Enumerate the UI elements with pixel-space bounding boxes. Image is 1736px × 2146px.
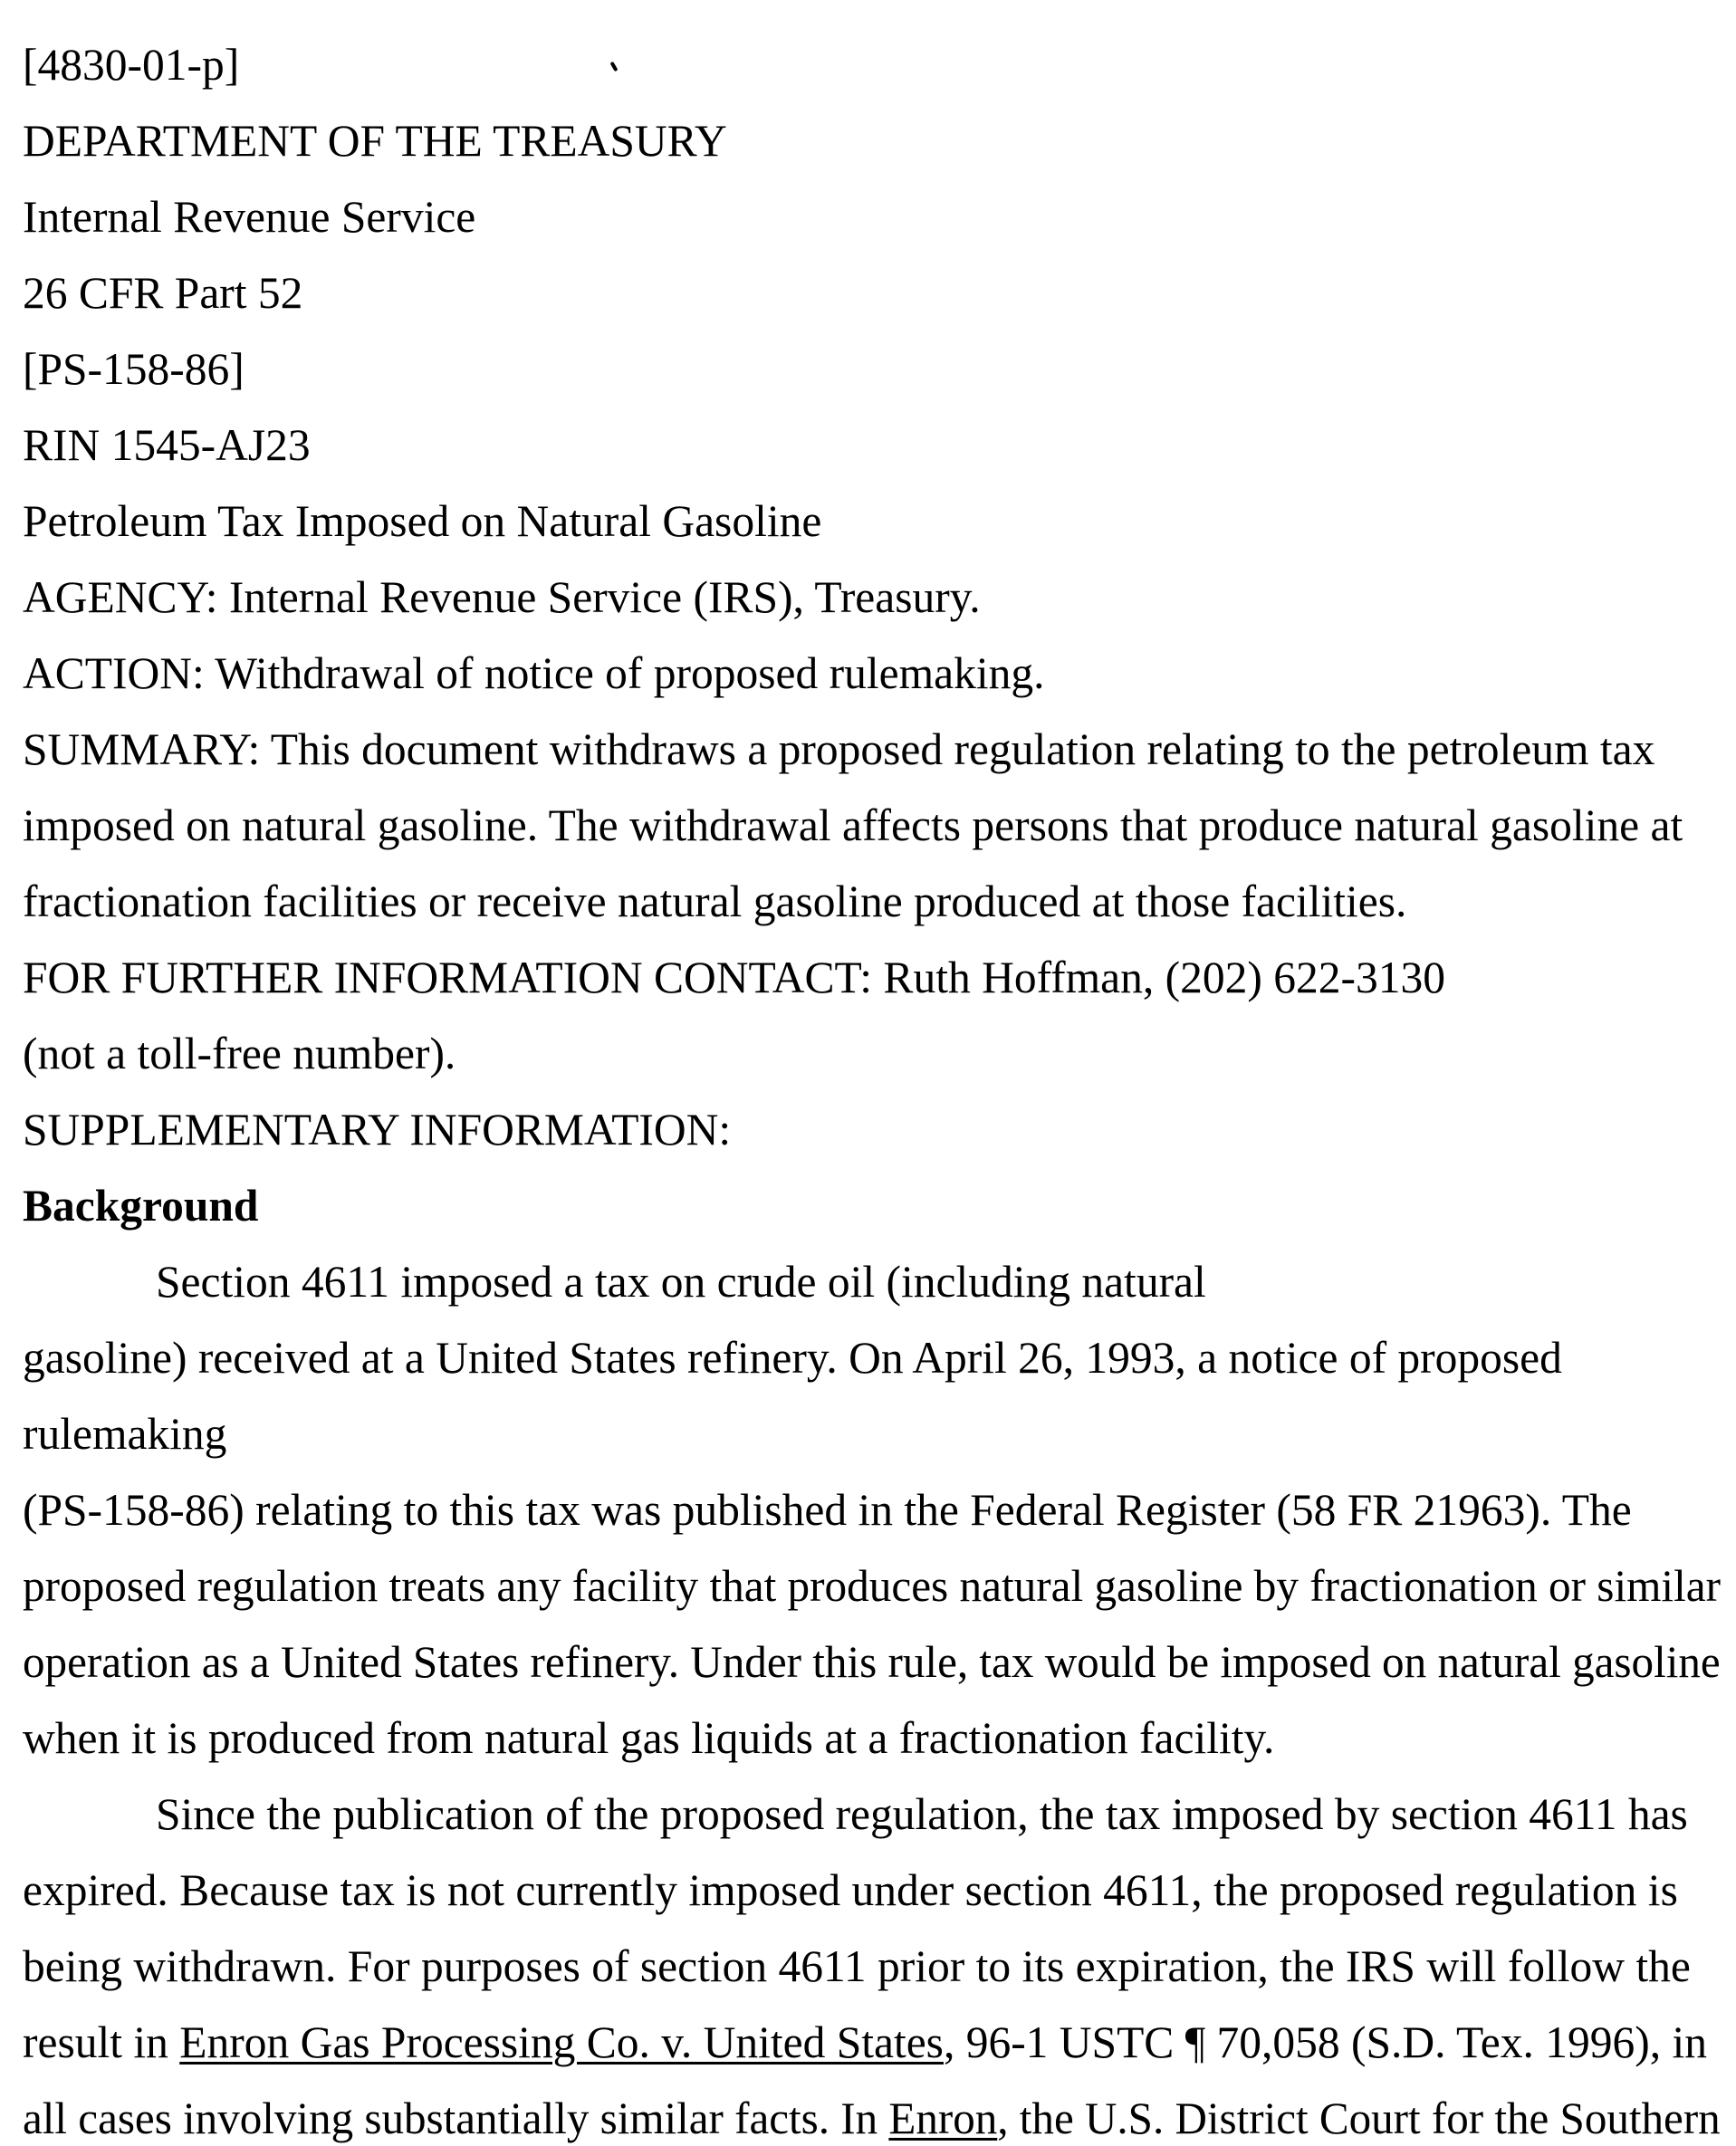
document-title: Petroleum Tax Imposed on Natural Gasoline: [23, 496, 822, 546]
background-heading: Background: [23, 1181, 259, 1231]
agency-field: AGENCY: Internal Revenue Service (IRS), Treasury.: [23, 572, 981, 622]
case-name: Enron Gas Processing Co. v. United States: [179, 2017, 944, 2067]
department-name: DEPARTMENT OF THE TREASURY: [23, 116, 727, 166]
paragraph-line: (PS-158-86) relating to this tax was published in the Federal Register (58 FR 21963). The: [23, 1485, 1632, 1535]
rin-number: RIN 1545-AJ23: [23, 420, 311, 470]
paragraph-line: proposed regulation treats any facility that produces natural gasoline by fractionation or similar: [23, 1561, 1721, 1611]
supplementary-heading: SUPPLEMENTARY INFORMATION:: [23, 1105, 732, 1154]
summary-line: SUMMARY: This document withdraws a proposed regulation relating to the petroleum tax: [23, 724, 1655, 774]
text: , 96-1 USTC ¶ 70,058 (S.D. Tex. 1996), in: [943, 2017, 1707, 2067]
docket-number: [PS-158-86]: [23, 344, 245, 394]
paragraph-line: when it is produced from natural gas liquids at a fractionation facility.: [23, 1713, 1275, 1763]
agency-name: Internal Revenue Service: [23, 192, 476, 242]
case-citation-line: [23, 2016, 1707, 2070]
paragraph-line: being withdrawn. For purposes of section 4611 prior to its expiration, the IRS will follow the: [23, 1941, 1691, 1991]
summary-line: fractionation facilities or receive natural gasoline produced at those facilities.: [23, 877, 1407, 926]
paragraph-line: expired. Because tax is not currently imposed under section 4611, the proposed regulation is: [23, 1865, 1678, 1915]
paragraph-line: Since the publication of the proposed regulation, the tax imposed by section 4611 has: [156, 1789, 1688, 1839]
paragraph-line: rulemaking: [23, 1409, 227, 1459]
text: result in: [23, 2017, 180, 2067]
paragraph-line: operation as a United States refinery. Under this rule, tax would be imposed on natural gasoline: [23, 1637, 1721, 1687]
case-short-name: Enron: [888, 2093, 998, 2143]
contact-line: FOR FURTHER INFORMATION CONTACT: Ruth Hoffman, (202) 622-3130: [23, 953, 1445, 1002]
text: all cases involving substantially similar facts. In: [23, 2093, 889, 2143]
paragraph-line: gasoline) received at a United States refinery. On April 26, 1993, a notice of proposed: [23, 1333, 1562, 1383]
text: , the U.S. District Court for the Southern: [997, 2093, 1721, 2143]
document-code: [4830-01-p]: [23, 40, 240, 90]
paragraph-line: Section 4611 imposed a tax on crude oil (including natural: [156, 1257, 1206, 1307]
paragraph-line: [23, 2092, 1721, 2146]
scan-artifact-mark: [610, 62, 619, 72]
summary-line: imposed on natural gasoline. The withdrawal affects persons that produce natural gasoline at: [23, 800, 1683, 850]
cfr-part: 26 CFR Part 52: [23, 268, 303, 318]
contact-line: (not a toll-free number).: [23, 1029, 456, 1078]
action-field: ACTION: Withdrawal of notice of proposed rulemaking.: [23, 648, 1045, 698]
